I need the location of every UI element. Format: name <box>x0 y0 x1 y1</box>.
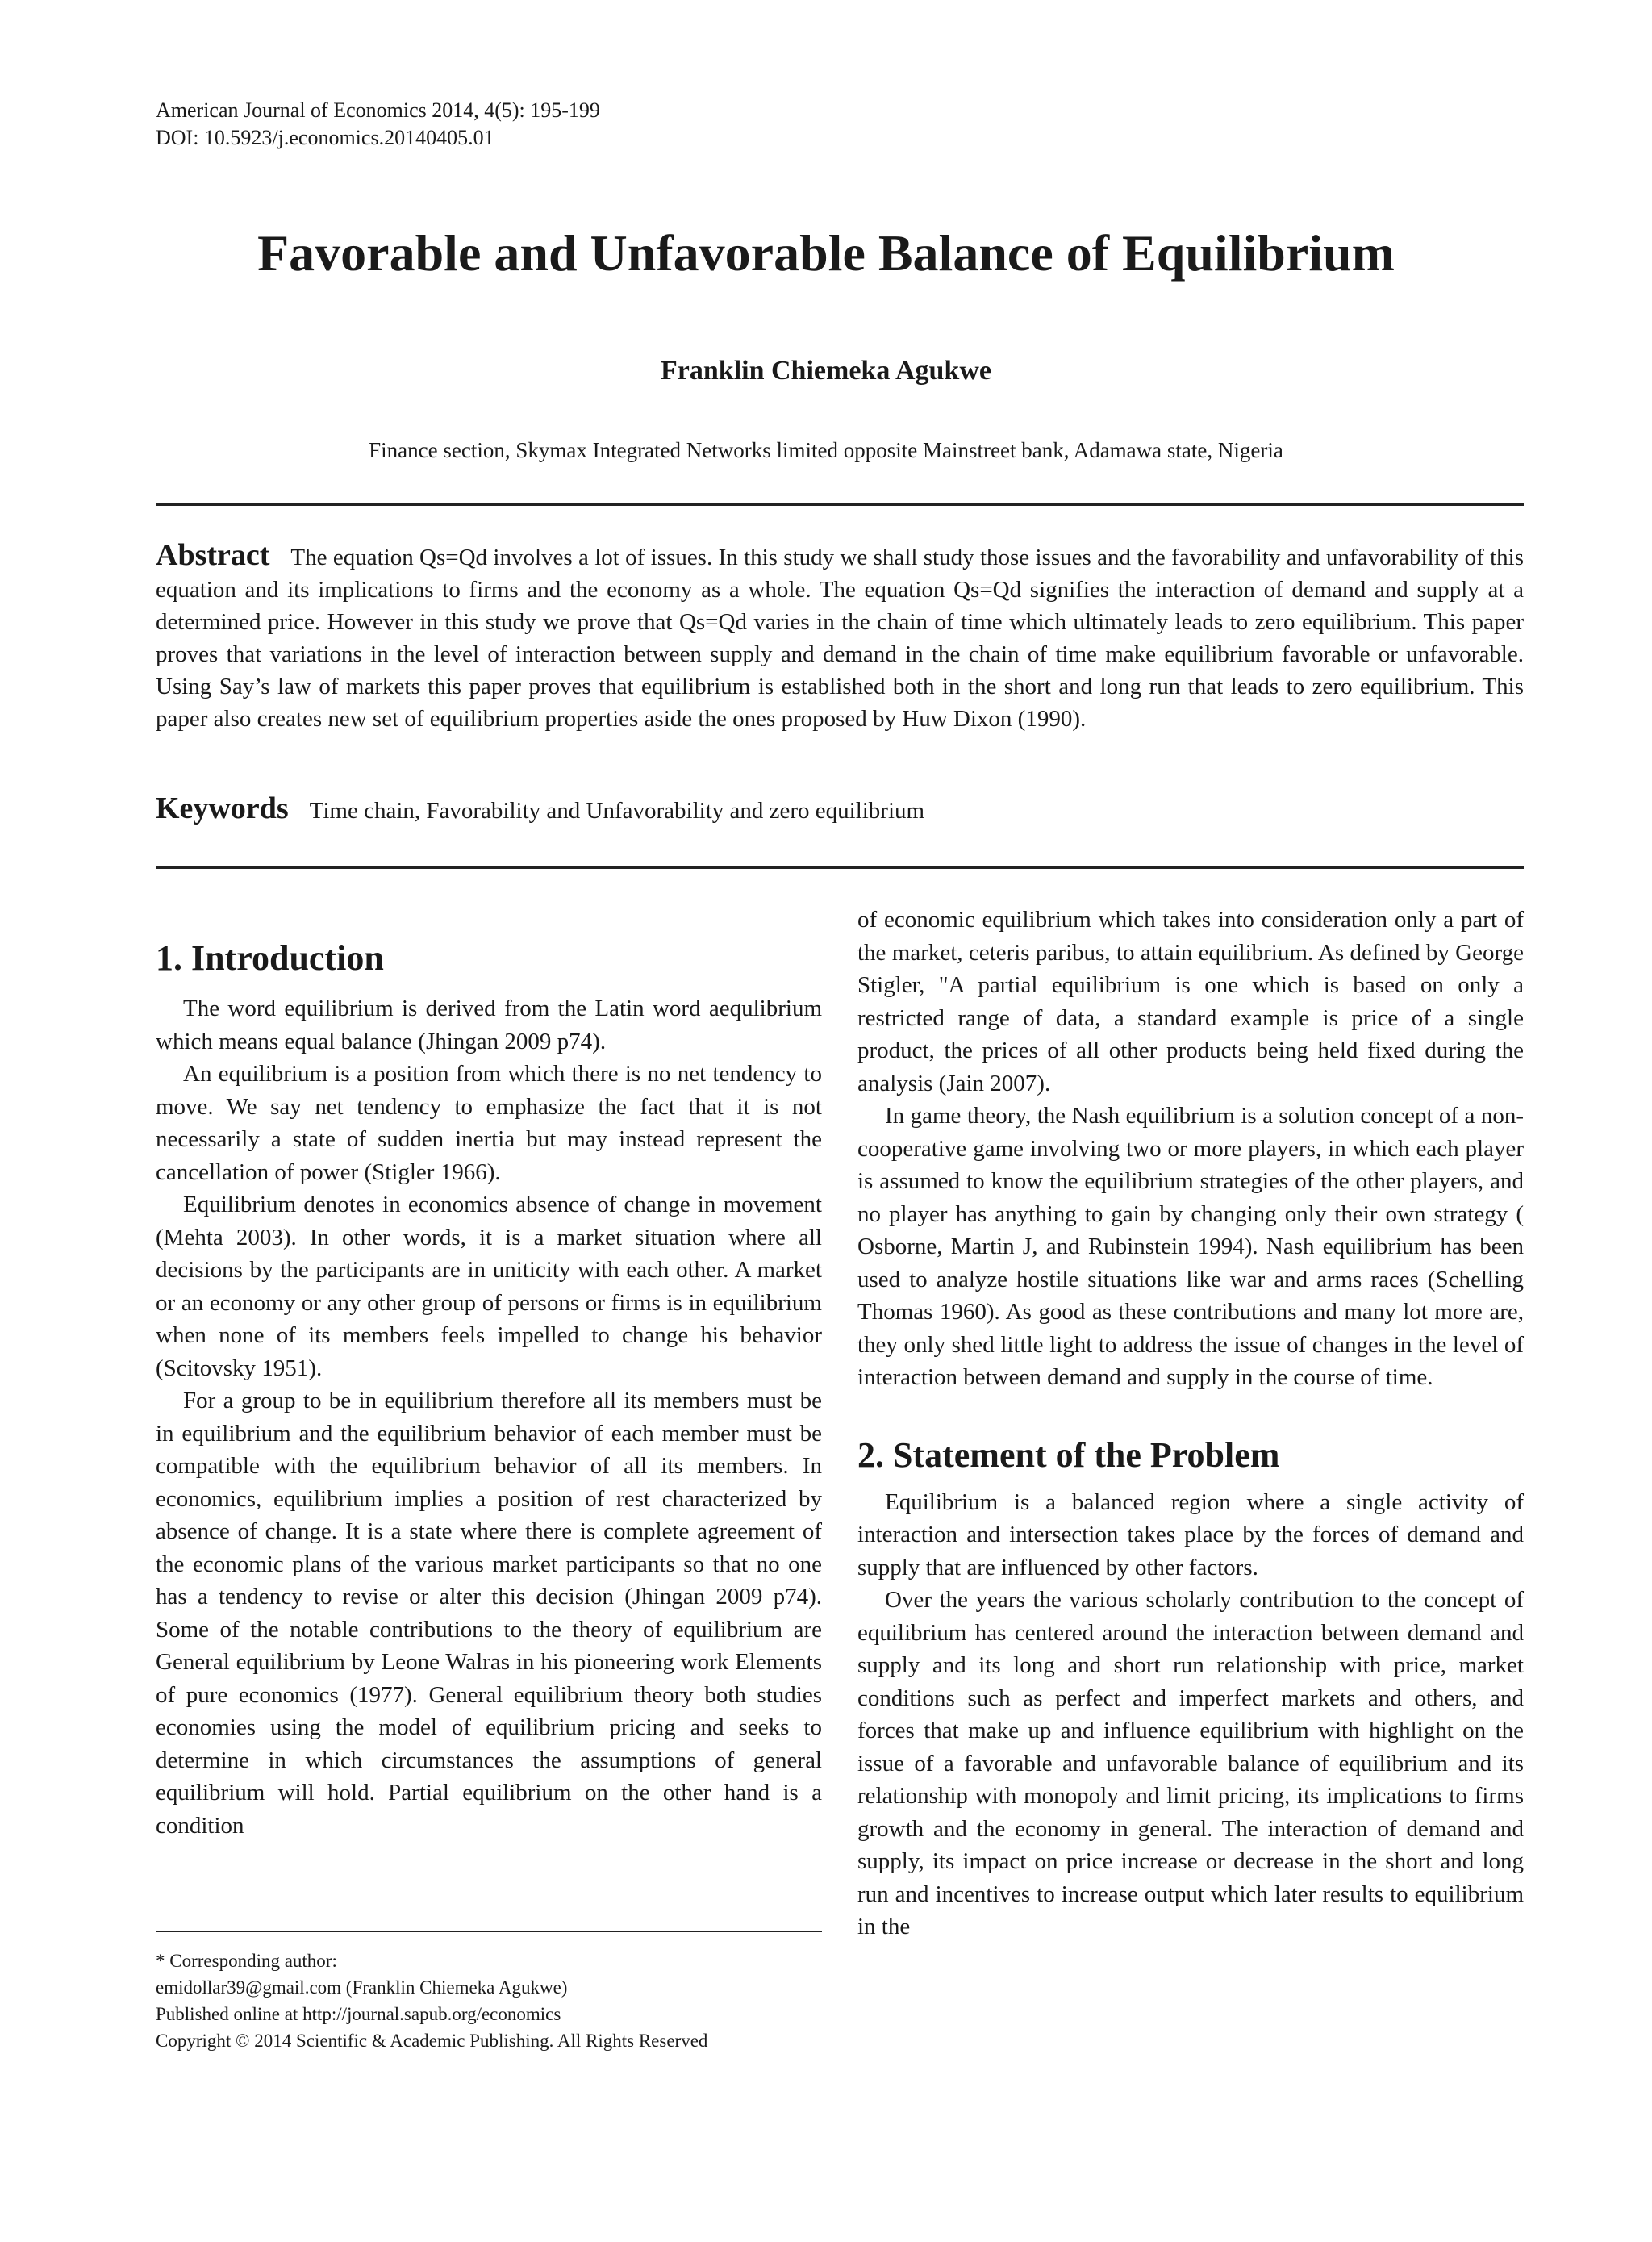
footnote-email: emidollar39@gmail.com (Franklin Chiemeka Agukwe) <box>156 1977 568 1998</box>
paragraph: In game theory, the Nash equilibrium is a solution concept of a non-cooperative game involving two or more players, in which each player is assumed to know the equilibrium strategies of the other players, and no player has anything to gain by changing only their own strategy ( Osborne, Martin J, and Rubinstein 1994). Nash equilibrium has been used to analyze hostile situations like war and arms races (Schelling Thomas 1960). As good as these contributions and many lot more are, they only shed little light to address the issue of changes in the level of interaction between demand and supply in the course of time. <box>857 1103 1524 1390</box>
section-2-heading: 2. Statement of the Problem <box>857 1434 1280 1475</box>
footnote-divider <box>156 1931 822 1932</box>
divider-top <box>156 503 1524 506</box>
abstract-text: The equation Qs=Qd involves a lot of issues. In this study we shall study those issues and the favorability and unfavorability of this equation and its implications to firms and the economy as a whole. The equation Qs=Qd signifies the interaction of demand and supply at a determined price. However in this study we prove that Qs=Qd varies in the chain of time which ultimately leads to zero equilibrium. This paper proves that variations in the level of interaction between supply and demand in the chain of time make equilibrium favorable or unfavorable. Using Say’s law of markets this paper proves that equilibrium is established both in the short and long run that leads to zero equilibrium. This paper also creates new set of equilibrium properties aside the ones proposed by Huw Dixon (1990). <box>156 545 1524 732</box>
left-column <box>156 936 822 1842</box>
paper-title: Favorable and Unfavorable Balance of Equilibrium <box>257 224 1395 282</box>
keywords <box>156 792 1524 827</box>
author-affiliation: Finance section, Skymax Integrated Networks limited opposite Mainstreet bank, Adamawa state, Nigeria <box>369 438 1283 462</box>
abstract-label: Abstract <box>156 538 270 572</box>
footnote-published: Published online at http://journal.sapub.org/economics <box>156 2004 561 2024</box>
author-name: Franklin Chiemeka Agukwe <box>661 356 991 386</box>
keywords-text: Time chain, Favorability and Unfavorability and zero equilibrium <box>309 798 925 824</box>
right-column <box>857 904 1524 1943</box>
paragraph: The word equilibrium is derived from the Latin word aequlibrium which means equal balance (Jhingan 2009 p74). <box>156 996 822 1054</box>
footnote-corresponding: * Corresponding author: <box>156 1951 337 1971</box>
section-1-heading: 1. Introduction <box>156 938 384 978</box>
paragraph: For a group to be in equilibrium therefore all its members must be in equilibrium and the equilibrium behavior of each member must be compatible with the equilibrium behavior of all its members. In economics, equilibrium implies a position of rest characterized by absence of change. It is a state where there is complete agreement of the economic plans of the various market participants so that no one has a tendency to revise or alter this decision (Jhingan 2009 p74). Some of the notable contributions to the theory of equilibrium are General equilibrium by Leone Walras in his pioneering work Elements of pure economics (1977). General equilibrium theory both studies economies using the model of equilibrium pricing and seeks to determine in which circumstances the assumptions of general equilibrium will hold. Partial equilibrium on the other hand is a condition <box>156 1388 822 1839</box>
journal-citation: American Journal of Economics 2014, 4(5): 195-199 <box>156 98 600 122</box>
abstract <box>156 539 1524 735</box>
footnote-copyright: Copyright © 2014 Scientific & Academic Publishing. All Rights Reserved <box>156 2031 708 2051</box>
doi: DOI: 10.5923/j.economics.20140405.01 <box>156 126 494 149</box>
footnotes <box>156 1948 882 2054</box>
divider-bottom <box>156 866 1524 869</box>
paragraph: Equilibrium is a balanced region where a single activity of interaction and intersection takes place by the forces of demand and supply that are influenced by other factors. <box>857 1488 1524 1580</box>
paragraph: An equilibrium is a position from which there is no net tendency to move. We say net tendency to emphasize the fact that it is not necessarily a state of sudden inertia but may instead represent the cancellation of power (Stigler 1966). <box>156 1061 822 1185</box>
paragraph: Over the years the various scholarly contribution to the concept of equilibrium has centered around the interaction between demand and supply and its long and short run relationship with price, market conditions such as perfect and imperfect markets and others, and forces that make up and influence equilibrium with highlight on the issue of a favorable and unfavorable balance of equilibrium and its relationship with monopoly and limit pricing, its implications to firms growth and the economy in general. The interaction of demand and supply, its impact on price increase or decrease in the short and long run and incentives to increase output which later results to equilibrium in the <box>857 1587 1524 1939</box>
paragraph-continued: of economic equilibrium which takes into consideration only a part of the market, ceteris paribus, to attain equilibrium. As defined by George Stigler, "A partial equilibrium is one which is based on only a restricted range of data, a standard example is price of a single product, the prices of all other products being held fixed during the analysis (Jain 2007). <box>857 907 1524 1096</box>
keywords-label: Keywords <box>156 791 289 825</box>
paragraph: Equilibrium denotes in economics absence of change in movement (Mehta 2003). In other words, it is a market situation where all decisions by the participants are in uniticity with each other. A market or an economy or any other group of persons or firms is in equilibrium when none of its members feels impelled to change his behavior (Scitovsky 1951). <box>156 1192 822 1381</box>
